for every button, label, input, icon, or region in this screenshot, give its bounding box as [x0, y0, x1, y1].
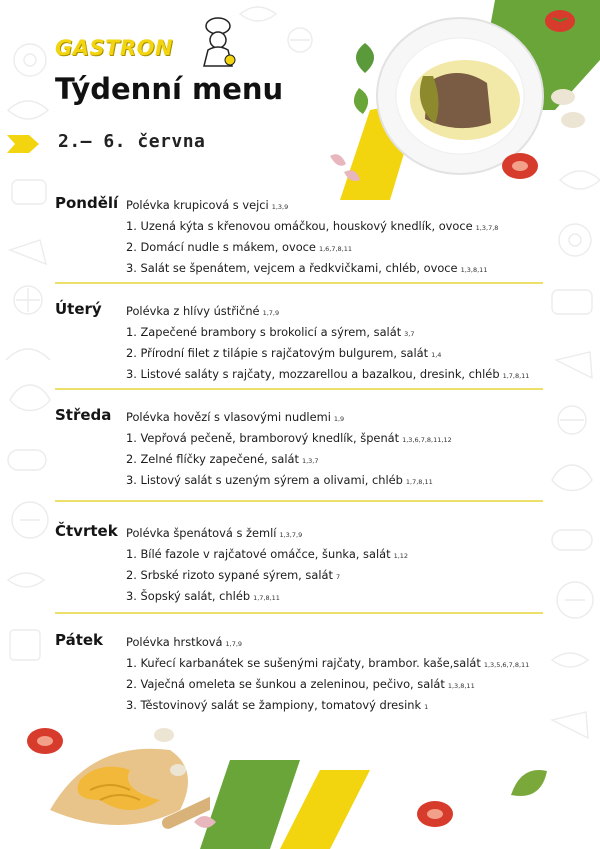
meal-text: 3. Salát se špenátem, vejcem a ředkvičkami, chléb, ovoce [126, 261, 458, 275]
allergens: 1,6,7,8,11 [318, 245, 353, 253]
soup-line [126, 302, 529, 323]
allergens: 1,12 [393, 552, 409, 560]
allergens: 1,3,9 [271, 203, 289, 211]
meal-line [126, 545, 408, 566]
allergens: 1,3,6,7,8,11,12 [402, 436, 452, 444]
tomato-icon [25, 725, 65, 757]
date-range: 2.– 6. června [58, 131, 206, 152]
brand-logo: GASTRON [55, 36, 174, 60]
tomato-icon [543, 8, 577, 34]
divider [55, 388, 543, 390]
meal-text: 3. Listové saláty s rajčaty, mozzarellou a bazalkou, dresink, chléb [126, 367, 500, 381]
meal-line [126, 450, 452, 471]
allergens: 1,7,9 [225, 640, 243, 648]
allergens: 1 [424, 703, 429, 711]
meal-line [126, 429, 452, 450]
meal-text: 3. Listový salát s uzeným sýrem a olivami, chléb [126, 473, 403, 487]
allergens: 1,4 [431, 351, 442, 359]
meal-text: 2. Vaječná omeleta se šunkou a zeleninou, pečivo, salát [126, 677, 445, 691]
day-name: Čtvrtek [55, 522, 118, 540]
meal-line [126, 323, 529, 344]
soup-line [126, 196, 498, 217]
page-title: Týdenní menu [55, 72, 284, 106]
allergens: 1,7,8,11 [405, 478, 433, 486]
allergens: 1,3,5,6,7,8,11 [483, 661, 530, 669]
soup-text: Polévka hovězí s vlasovými nudlemi [126, 410, 331, 424]
basil-leaf-icon [345, 38, 385, 118]
basil-leaf-icon [505, 765, 550, 805]
arrow-right-icon [7, 135, 41, 153]
allergens: 1,3,7,9 [279, 531, 303, 539]
day-name: Pondělí [55, 194, 119, 212]
soup-text: Polévka z hlívy ústřičné [126, 304, 260, 318]
meal-line [126, 238, 498, 259]
meal-text: 1. Uzená kýta s křenovou omáčkou, houskový knedlík, ovoce [126, 219, 473, 233]
meal-line [126, 259, 498, 280]
soup-line [126, 524, 408, 545]
allergens: 1,3,8,11 [460, 266, 488, 274]
garlic-icon [190, 808, 220, 834]
mushroom-icon [545, 85, 590, 135]
meal-line [126, 587, 408, 608]
meal-text: 2. Zelné flíčky zapečené, salát [126, 452, 299, 466]
allergens: 1,9 [333, 415, 345, 423]
meal-line [126, 344, 529, 365]
meal-text: 1. Kuřecí karbanátek se sušenými rajčaty, brambor. kaše,salát [126, 656, 481, 670]
soup-text: Polévka hrstková [126, 635, 223, 649]
tomato-icon [500, 150, 540, 182]
divider [55, 500, 543, 502]
yellow-stripe-bottom [280, 770, 370, 849]
meal-line [126, 365, 529, 386]
meal-text: 1. Bílé fazole v rajčatové omáčce, šunka, salát [126, 547, 391, 561]
meal-text: 1. Zapečené brambory s brokolicí a sýrem, salát [126, 325, 402, 339]
allergens: 7 [335, 573, 341, 581]
allergens: 1,3,7,8 [475, 224, 499, 232]
meal-text: 2. Přírodní filet z tilápie s rajčatovým bulgurem, salát [126, 346, 429, 360]
chef-mascot-icon [196, 16, 242, 68]
meal-line [126, 217, 498, 238]
garlic-icon [322, 146, 366, 186]
divider [55, 282, 543, 284]
allergens: 1,3,8,11 [447, 682, 475, 690]
meal-text: 1. Vepřová pečeně, bramborový knedlík, špenát [126, 431, 400, 445]
allergens: 1,3,7 [301, 457, 319, 465]
soup-text: Polévka špenátová s žemlí [126, 526, 277, 540]
meal-line [126, 471, 452, 492]
allergens: 1,7,9 [262, 309, 280, 317]
meal-text: 3. Těstovinový salát se žampiony, tomatový dresink [126, 698, 422, 712]
meal-line [126, 675, 529, 696]
divider [55, 612, 543, 614]
day-name: Úterý [55, 300, 102, 318]
tomato-icon [415, 798, 455, 830]
soup-text: Polévka krupicová s vejci [126, 198, 269, 212]
allergens: 1,7,8,11 [502, 372, 530, 380]
allergens: 1,7,8,11 [253, 594, 280, 602]
day-name: Pátek [55, 631, 104, 649]
day-name: Středa [55, 406, 112, 424]
meal-line [126, 566, 408, 587]
meal-text: 2. Srbské rizoto sypané sýrem, salát [126, 568, 333, 582]
soup-line [126, 408, 452, 429]
meal-text: 2. Domácí nudle s mákem, ovoce [126, 240, 316, 254]
allergens: 3,7 [404, 330, 415, 338]
mushroom-icon [150, 725, 190, 780]
soup-line [126, 633, 529, 654]
meal-text: 3. Šopský salát, chléb [126, 589, 251, 603]
meal-line [126, 696, 529, 717]
meal-line [126, 654, 529, 675]
